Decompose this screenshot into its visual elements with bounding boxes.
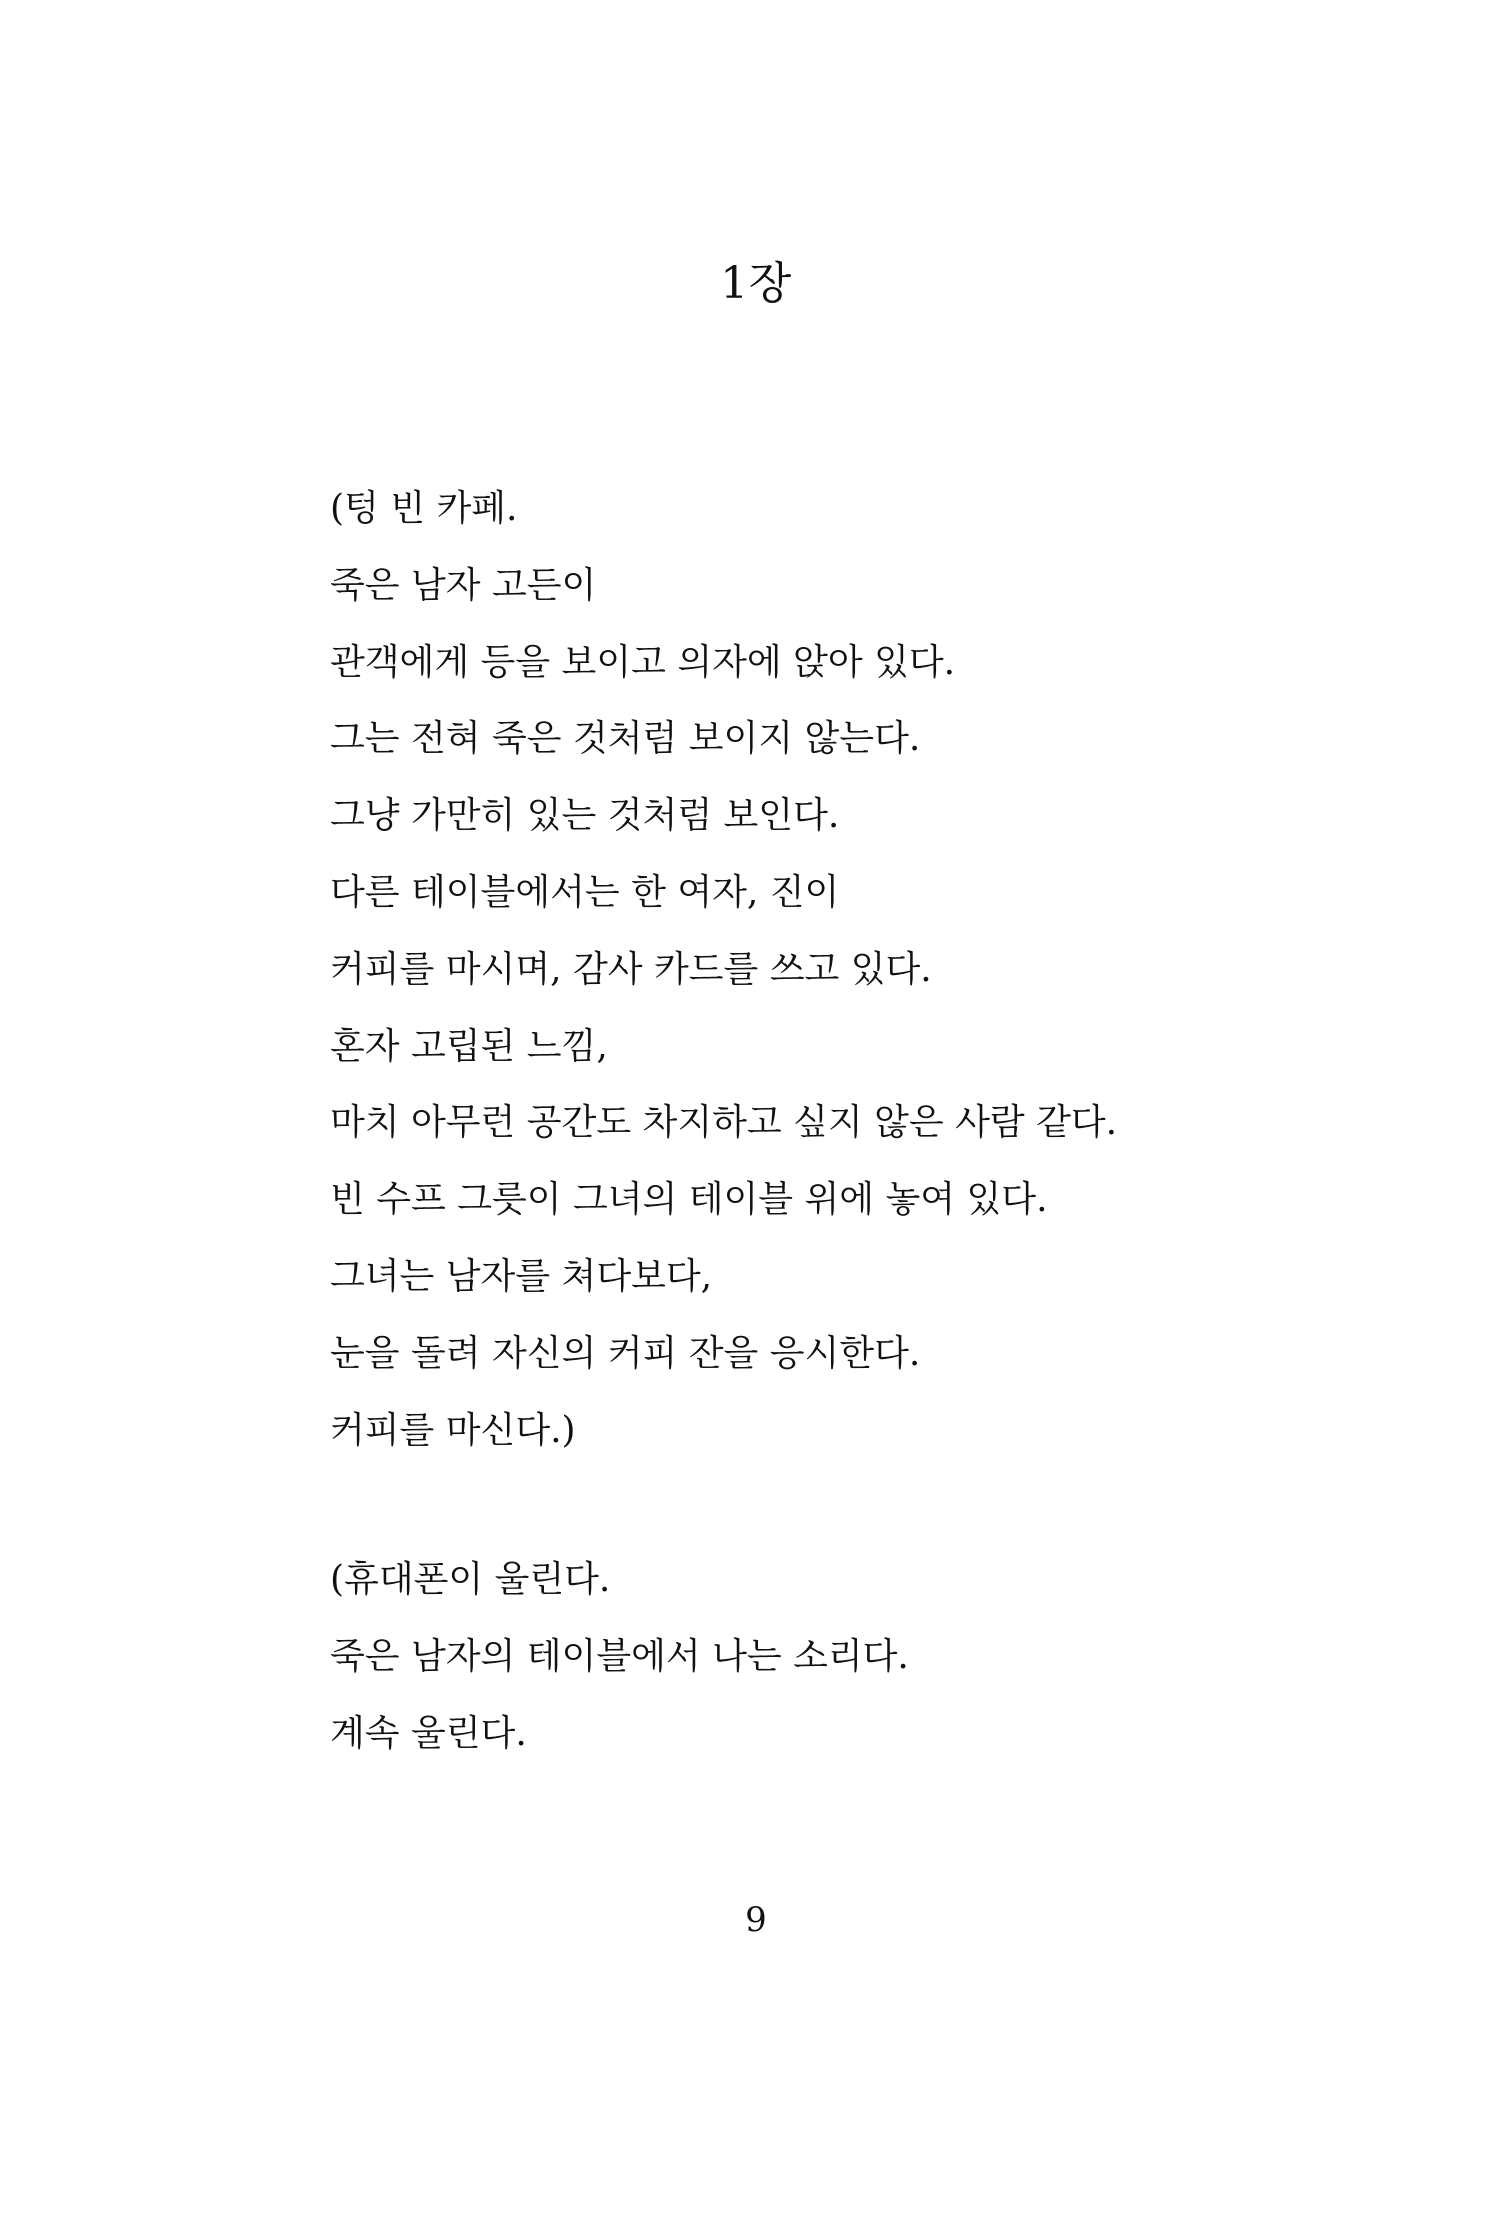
chapter-title: 1장 xyxy=(720,258,792,309)
text-line: 그녀는 남자를 쳐다보다, xyxy=(330,1255,713,1297)
text-line: 눈을 돌려 자신의 커피 잔을 응시한다. xyxy=(330,1332,921,1374)
text-line: 그는 전혀 죽은 것처럼 보이지 않는다. xyxy=(330,718,921,760)
text-line: (텅 빈 카페. xyxy=(330,488,518,529)
text-line: 다른 테이블에서는 한 여자, 진이 xyxy=(330,871,840,913)
text-line: 커피를 마시며, 감사 카드를 쓰고 있다. xyxy=(330,948,932,990)
text-line: 계속 울린다. xyxy=(330,1712,527,1754)
text-line: 죽은 남자의 테이블에서 나는 소리다. xyxy=(330,1635,909,1677)
text-line: 혼자 고립된 느낌, xyxy=(330,1025,608,1067)
stage-direction-block xyxy=(330,478,1117,1476)
stage-direction-block xyxy=(330,1549,909,1779)
text-line: 죽은 남자 고든이 xyxy=(330,564,597,606)
text-line: 빈 수프 그릇이 그녀의 테이블 위에 놓여 있다. xyxy=(330,1179,1048,1221)
text-line: 마치 아무런 공간도 차지하고 싶지 않은 사람 같다. xyxy=(330,1102,1118,1144)
page-number: 9 xyxy=(745,1900,767,1940)
text-line: 관객에게 등을 보이고 의자에 앉아 있다. xyxy=(330,641,956,683)
text-line: 커피를 마신다.) xyxy=(330,1409,576,1451)
text-line: (휴대폰이 울린다. xyxy=(330,1559,611,1600)
text-line: 그냥 가만히 있는 것처럼 보인다. xyxy=(330,795,840,837)
